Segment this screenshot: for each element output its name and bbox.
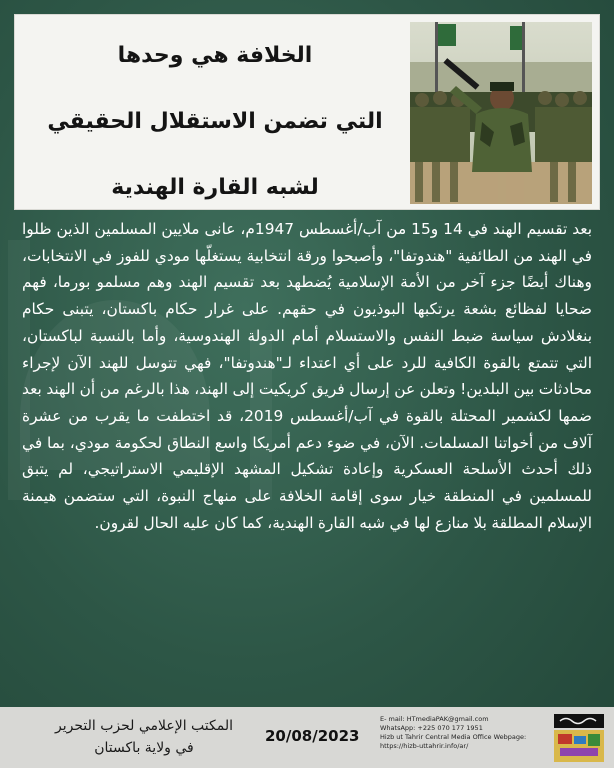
office-line-1: المكتب الإعلامي لحزب التحرير xyxy=(54,718,234,734)
title-block xyxy=(25,23,405,203)
body-text: بعد تقسيم الهند في 14 و15 من آب/أغسطس 1947م، عانى ملايين المسلمين الذين ظلوا في الهند من الطائفية "هندوتفا"، وأصبحوا ورقة انتخابية يستغلّها مودي للفوز في الانتخابات، وهناك أيضًا جزء آخر من الأمة الإسلامية يُضطهد بعد تقسيم الهند وهم مسلمو بورما، فهم ضحايا لفظائع بشعة يرتكبها البوذيون في حقهم. على غرار حكام باكستان، يتبنى حكام بنغلادش سياسة ضبط النفس والاستسلام أمام الدولة الهندوسية، وأما بالنسبة لباكستان، التي تتمتع بالقوة الكافية للرد على أي اعتداء لـ"هندوتفا"، فهي تتوسل للهند الآن لإجراء محادثات بين البلدين! وتعلن عن إرسال فريق كريكيت إلى الهند، هذا بالرغم من أن الهند بعد ضمها لكشمير المحتلة بالقوة في آب/أغسطس 2019، قد اختطفت ما يقرب من عشرة آلاف من أخواتنا المسلمات. الآن، في ضوء دعم أمريكا واسع النطاق لحكومة مودي، بما في ذلك أحدث الأسلحة العسكرية وإعادة تشكيل المشهد الإقليمي الاستراتيجي، لم يتبق للمسلمين في المنطقة خيار سوى إقامة الخلافة على منهاج النبوة، التي ستضمن هيمنة الإسلام المطلقة بلا منازع لها في شبه القارة الهندية، كما كان عليه الحال لقرون. xyxy=(22,220,593,532)
contact-email: E- mail: HTmediaPAK@gmail.com xyxy=(380,715,489,723)
office-line-2: في ولاية باكستان xyxy=(94,740,194,756)
soldiers-photo-icon xyxy=(410,22,592,204)
title-line-3: لشبه القارة الهندية xyxy=(111,175,319,200)
contact-whatsapp: WhatsApp: +225 070 177 1951 xyxy=(380,724,483,732)
contact-info xyxy=(380,715,530,751)
footer xyxy=(0,707,614,768)
contact-webpage-url: https://hizb-uttahrir.info/ar/ xyxy=(380,742,469,750)
media-office-name xyxy=(44,715,244,759)
organization-logo-icon xyxy=(550,712,608,764)
title-line-1: الخلافة هي وحدها xyxy=(117,43,313,68)
title-line-2: التي تضمن الاستقلال الحقيقي xyxy=(47,109,383,134)
soldiers-photo xyxy=(410,22,592,204)
contact-webpage-label: Hizb ut Tahrir Central Media Office Webpage: xyxy=(380,733,527,741)
issue-date: 20/08/2023 xyxy=(265,727,360,745)
header-box xyxy=(14,14,600,210)
